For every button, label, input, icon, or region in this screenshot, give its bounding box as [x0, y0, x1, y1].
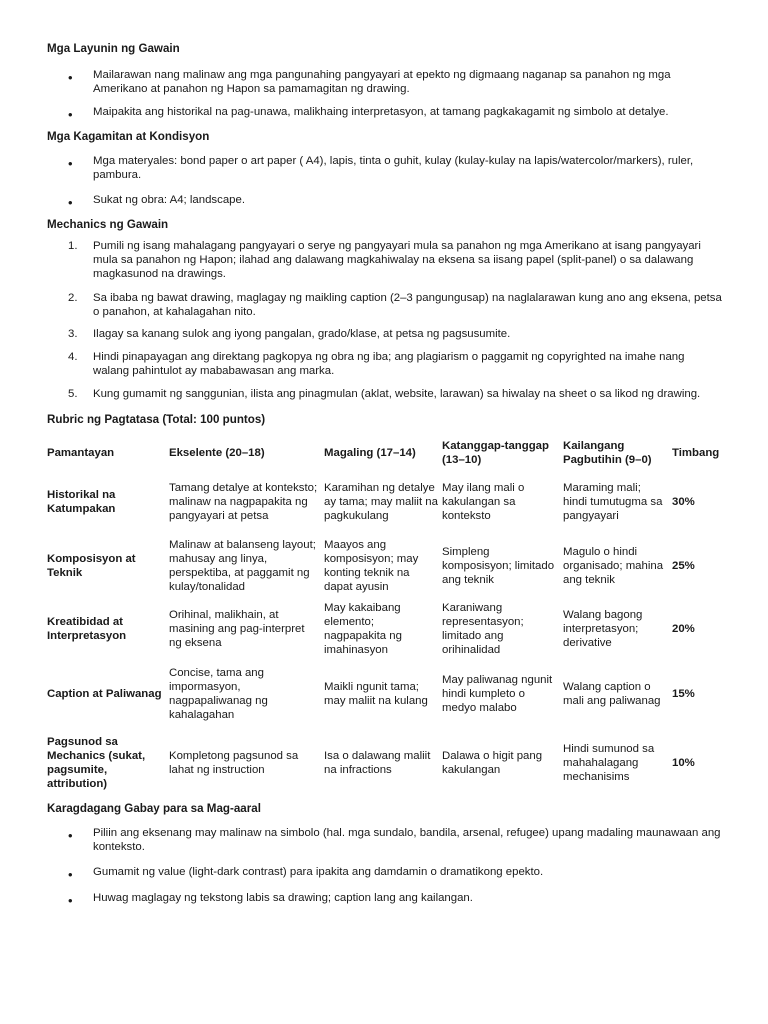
table-cell: Dalawa o higit pang kakulangan: [442, 750, 543, 776]
bullet-icon: •: [68, 195, 73, 210]
document-page: Mga Layunin ng Gawain • Mailarawan nang malinaw ang mga pangunahing pangyayari at epekto ng digmaang naganap sa panahon ng mga Amerikano at panahon ng Hapon sa pamamagitan ng drawing. • Maipakita ang historikal na pag-unawa, malikhaing interpretasyon, at tamang pagkakagamit ng simbolo at detalye. Mga Kagamitan at Kondisyon • Mga materyales: bond paper o art paper ( A4), lapis, tinta o guhit, kulay (kulay-kulay na lapis/watercolor/markers), ruler, pambura. • Sukat ng obra: A4; landscape. Mechanics ng Gawain 1. Pumili ng isang mahalagang pangyayari o serye ng pangyayari mula sa panahon ng mga Amerikano at isang pangyayari mula sa panahon ng Hapon; ilahad ang dalawang magkahiwalay na eksena sa iisang papel (split-panel) o sa dalawang magkasunod na drawings. 2. Sa ibaba ng bawat drawing, maglagay ng maikling caption (2–3 pangungusap) na naglalarawan kung ano ang eksena, petsa o panahon, at kahalagahan nito. 3. Ilagay sa kanang sulok ang iyong pangalan, grado/klase, at petsa ng pagsusumite. 4. Hindi pinapayagan ang direktang pagkopya ng obra ng iba; ang plagiarism o paggamit ng copyrighted na imahe nang walang pahintulot ay mababawasan ang marka. 5. Kung gumamit ng sanggunian, ilista ang pinagmulan (aklat, website, larawan) sa hiwalay na sheet o sa likod ng drawing. Rubric ng Pagtatasa (Total: 100 puntos) Pamantayan Ekselente (20–18) Magaling (17–14) Katanggap-tanggap (13–10) Kailangang Pagbutihin (9–0) Timbang Historikal na Katumpakan Tamang detalye at konteksto; malinaw na nagpapakita ng pangyayari at petsa Karamihan ng detalye ay tama; may maliit na pagkukulang May ilang mali o kakulangan sa konteksto Maraming mali; hindi tumutugma sa pangyayari 30% Komposisyon at Teknik Malinaw at balanseng layout; mahusay ang linya, perspektiba, at paggamit ng kulay/tonalidad Maayos ang komposisyon; may konting teknik na dapat ayusin Simpleng komposisyon; limitado ang teknik Magulo o hindi organisado; mahina ang teknik 25% Kreatibidad at Interpretasyon Orihinal, malikhain, at masining ang pag-interpret ng eksena May kakaibang elemento; nagpapakita ng imahinasyon Karaniwang representasyon; limitado ang orihinalidad Walang bagong interpretasyon; derivative 20% Caption at Paliwanag Concise, tama ang impormasyon, nagpapaliwanag ng kahalagahan Maikli ngunit tama; may maliit na kulang May paliwanag ngunit hindi kumpleto o medyo malabo Walang caption o mali ang paliwanag 15% Pagsunod sa Mechanics (sukat, pagsumite, attribution) Kompletong pagsunod sa lahat ng instruction Isa o dalawang maliit na infractions Dalawa o higit pang kakulangan Hindi sumunod sa mahahalagang mechanisims 10% Karagdagang Gabay para sa Mag-aaral • Piliin ang eksenang may malinaw na simbolo (hal. mga sundalo, bandila, arsenal, refugee) upang madaling maunawaan ang konteksto. • Gumamit ng value (light-dark contrast) para ipakita ang damdamin o dramatikong epekto. • Huwag maglagay ng tekstong labis sa drawing; caption lang ang kailangan.: [0, 0, 768, 1024]
column-header: Kailangang Pagbutihin (9–0): [563, 440, 652, 466]
table-row: [45, 660, 735, 730]
weight-cell: 10%: [672, 757, 695, 770]
table-row: [45, 472, 735, 534]
table-cell: May ilang mali o kakulangan sa konteksto: [442, 482, 525, 522]
heading-kagamitan: Mga Kagamitan at Kondisyon: [47, 130, 210, 143]
heading-gabay: Karagdagang Gabay para sa Mag-aaral: [47, 802, 261, 815]
column-header: Ekselente (20–18): [169, 447, 265, 460]
table-row: [45, 730, 735, 798]
rubric-table: [45, 436, 735, 798]
heading-mechanics: Mechanics ng Gawain: [47, 218, 169, 231]
table-cell: Walang caption o mali ang paliwanag: [563, 681, 661, 707]
criterion-cell: Komposisyon at Teknik: [47, 553, 136, 579]
bullet-icon: •: [68, 70, 73, 85]
weight-cell: 25%: [672, 560, 695, 573]
table-cell: Orihinal, malikhain, at masining ang pag-interpret ng eksena: [169, 609, 305, 649]
table-cell: Simpleng komposisyon; limitado ang teknik: [442, 546, 555, 586]
table-cell: Tamang detalye at konteksto; malinaw na nagpapakita ng pangyayari at petsa: [169, 482, 318, 522]
column-header: Magaling (17–14): [324, 447, 416, 460]
bullet-icon: •: [68, 867, 73, 882]
bullet-icon: •: [68, 828, 73, 843]
table-row: [45, 600, 735, 660]
table-cell: Malinaw at balanseng layout; mahusay ang linya, perspektiba, at paggamit ng kulay/tonalidad: [169, 539, 316, 593]
table-header-row: [45, 436, 735, 472]
table-cell: Karaniwang representasyon; limitado ang orihinalidad: [442, 602, 524, 656]
table-cell: Isa o dalawang maliit na infractions: [324, 750, 431, 776]
table-cell: Maraming mali; hindi tumutugma sa pangyayari: [563, 482, 663, 522]
table-cell: Maikli ngunit tama; may maliit na kulang: [324, 681, 428, 707]
weight-cell: 20%: [672, 623, 695, 636]
criterion-cell: Kreatibidad at Interpretasyon: [47, 616, 127, 642]
table-cell: Hindi sumunod sa mahahalagang mechanisims: [563, 743, 655, 783]
bullet-icon: •: [68, 156, 73, 171]
table-cell: Walang bagong interpretasyon; derivative: [563, 609, 643, 649]
column-header: Pamantayan: [47, 447, 115, 460]
table-cell: Kompletong pagsunod sa lahat ng instruction: [169, 750, 299, 776]
column-header: Katanggap-tanggap (13–10): [442, 440, 549, 466]
weight-cell: 15%: [672, 688, 695, 701]
table-cell: Concise, tama ang impormasyon, nagpapaliwanag ng kahalagahan: [169, 667, 268, 721]
bullet-icon: •: [68, 893, 73, 908]
table-cell: Maayos ang komposisyon; may konting teknik na dapat ayusin: [324, 539, 419, 593]
criterion-cell: Pagsunod sa Mechanics (sukat, pagsumite, attribution): [47, 736, 146, 790]
criterion-cell: Caption at Paliwanag: [47, 688, 162, 701]
table-cell: Karamihan ng detalye ay tama; may maliit na pagkukulang: [324, 482, 438, 522]
bullet-icon: •: [68, 107, 73, 122]
table-cell: Magulo o hindi organisado; mahina ang teknik: [563, 546, 664, 586]
table-row: [45, 534, 735, 600]
weight-cell: 30%: [672, 496, 695, 509]
criterion-cell: Historikal na Katumpakan: [47, 489, 116, 515]
column-header: Timbang: [672, 447, 720, 460]
table-cell: May kakaibang elemento; nagpapakita ng imahinasyon: [324, 602, 402, 656]
heading-rubric: Rubric ng Pagtatasa (Total: 100 puntos): [47, 413, 266, 426]
table-cell: May paliwanag ngunit hindi kumpleto o medyo malabo: [442, 674, 553, 714]
heading-layunin: Mga Layunin ng Gawain: [47, 42, 180, 55]
